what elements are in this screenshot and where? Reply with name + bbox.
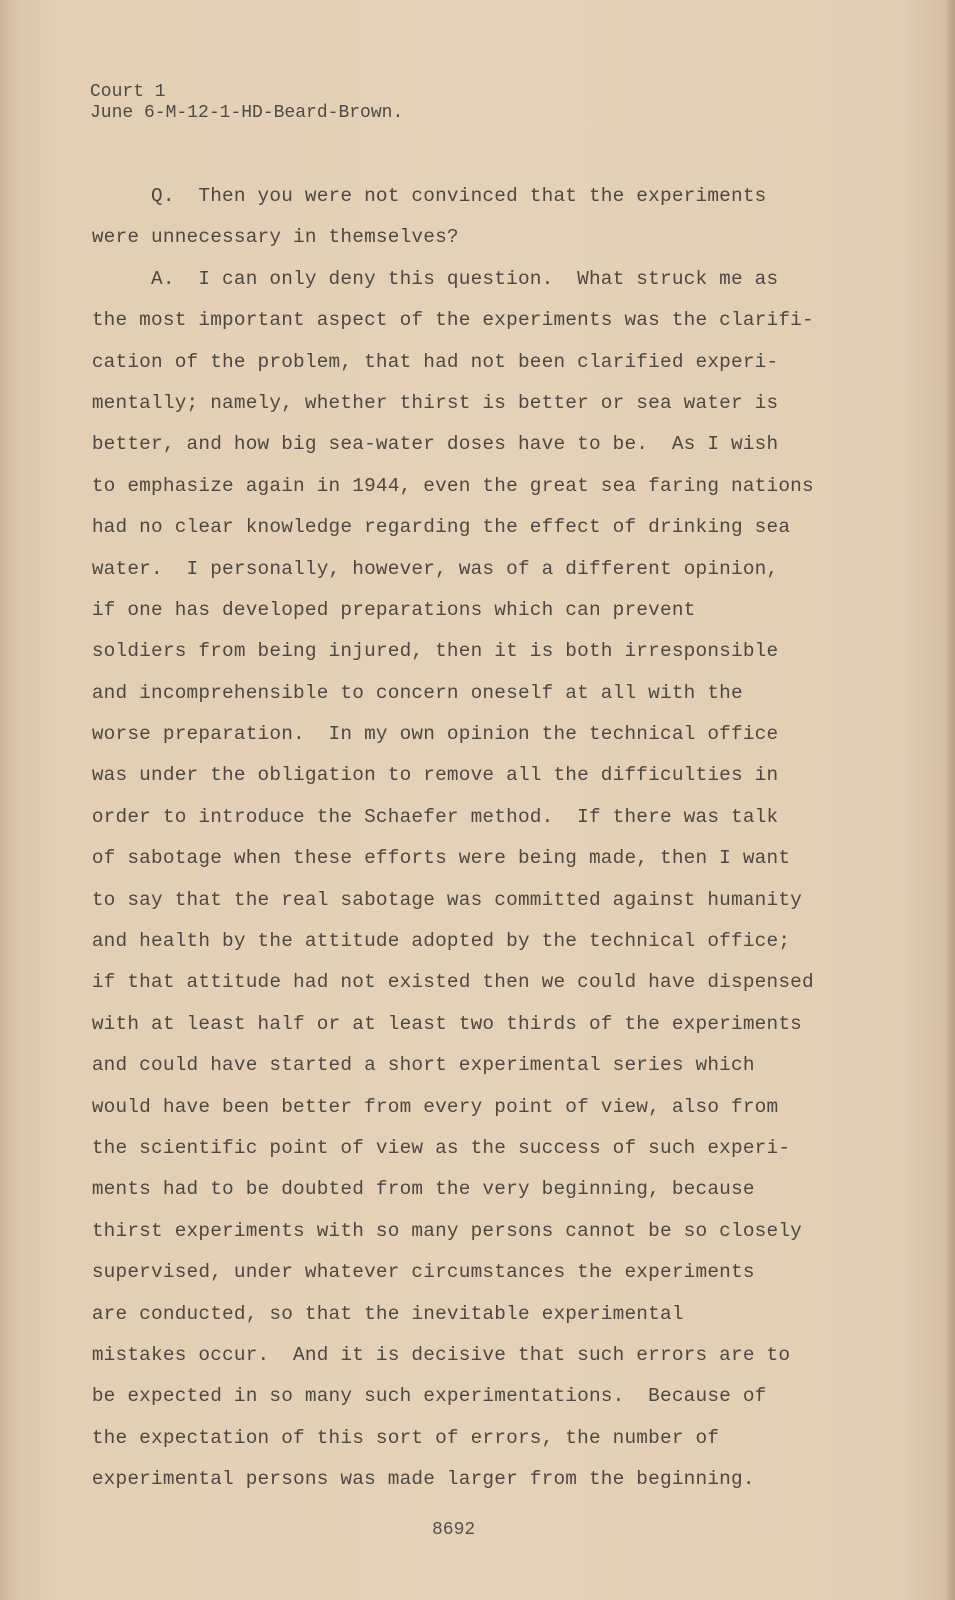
text-line: worse preparation. In my own opinion the technical office [80, 723, 779, 746]
text-line: and incomprehensible to concern oneself at all with the [80, 681, 743, 704]
text-line: were unnecessary in themselves? [80, 226, 459, 249]
text-line: was under the obligation to remove all the difficulties in [80, 764, 779, 787]
text-line: to emphasize again in 1944, even the great sea faring nations [80, 474, 814, 497]
text-line: and health by the attitude adopted by the technical office; [80, 930, 791, 953]
text-line: supervised, under whatever circumstances the experiments [80, 1261, 755, 1284]
page-number: 8692 [432, 1520, 476, 1540]
text-line: order to introduce the Schaefer method. If there was talk [80, 805, 779, 828]
header-session: June 6-M-12-1-HD-Beard-Brown. [90, 103, 404, 123]
text-line: if that attitude had not existed then we could have dispensed [80, 971, 814, 994]
document-header [90, 82, 403, 124]
text-line: ments had to be doubted from the very beginning, because [80, 1178, 755, 1201]
text-line: had no clear knowledge regarding the effect of drinking sea [80, 516, 791, 539]
header-court: Court 1 [90, 82, 166, 102]
text-line: water. I personally, however, was of a different opinion, [80, 557, 779, 580]
text-line: to say that the real sabotage was committed against humanity [80, 888, 803, 911]
text-line: with at least half or at least two thirds of the experiments [80, 1012, 803, 1035]
text-line: of sabotage when these efforts were being made, then I want [80, 847, 791, 870]
text-line: the expectation of this sort of errors, the number of [80, 1426, 720, 1449]
text-line: A. I can only deny this question. What struck me as [80, 267, 779, 290]
text-line: mentally; namely, whether thirst is better or sea water is [80, 391, 779, 414]
text-line: if one has developed preparations which can prevent [80, 598, 696, 621]
text-line: better, and how big sea-water doses have to be. As I wish [80, 433, 779, 456]
text-line: Q. Then you were not convinced that the experiments [80, 185, 767, 207]
text-line: and could have started a short experimental series which [80, 1054, 755, 1077]
text-line: experimental persons was made larger from the beginning. [80, 1468, 755, 1491]
testimony-text [80, 176, 850, 1501]
text-line: mistakes occur. And it is decisive that such errors are to [80, 1343, 791, 1366]
text-line: are conducted, so that the inevitable experimental [80, 1302, 684, 1325]
text-line: would have been better from every point of view, also from [80, 1095, 779, 1118]
text-line: thirst experiments with so many persons cannot be so closely [80, 1219, 803, 1242]
page-edge-shadow [945, 0, 955, 1600]
text-line: the scientific point of view as the success of such experi- [80, 1136, 791, 1159]
text-line: the most important aspect of the experiments was the clarifi- [80, 309, 814, 332]
text-line: cation of the problem, that had not been clarified experi- [80, 350, 779, 373]
text-line: soldiers from being injured, then it is both irresponsible [80, 640, 779, 663]
text-line: be expected in so many such experimentations. Because of [80, 1385, 767, 1408]
